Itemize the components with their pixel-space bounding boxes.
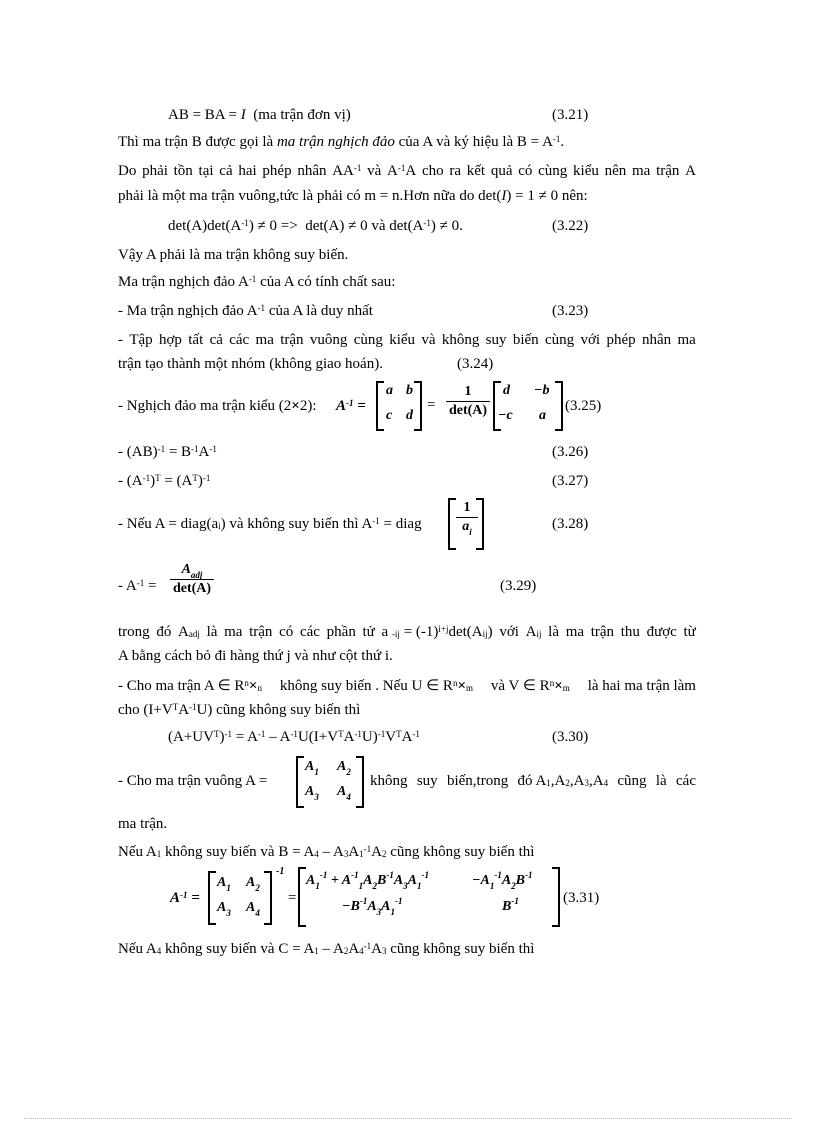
paragraph-line-22: ma trận. (118, 816, 168, 832)
equation-3-22: $\det(A)\det(A^{-1}) \ne 0 => \det(A) \ne 0$ và $\det(A^{-1}) \ne 0$. (168, 218, 463, 234)
eq-number-3-30: (3.30) (552, 729, 589, 745)
fraction-adj-over-det: $A_{adj}$ det(A) (170, 562, 214, 597)
paragraph-line-18: - Cho ma trận A ∈ $R^n\times_n$ không suy biến . Nếu U ∈ $R^n\times_m$ và V ∈ $R^n\times_m$ là hai ma trận làm (118, 678, 696, 694)
paragraph-line-23: Nếu $A_1$ không suy biến và $B = A_4 - A_3A_1^{-1}A_2$ cũng không suy biến thì (118, 844, 535, 860)
paragraph-line-19: cho $(I+V^TA^{-1}U)$ cũng không suy biến thì (118, 702, 361, 718)
eq-number-3-28: (3.28) (552, 516, 589, 532)
eq-number-3-26: (3.26) (552, 444, 589, 460)
paragraph-line-7: Ma trận nghịch đảo $A^{-1}$ của A có tính chất sau: (118, 274, 396, 290)
equation-3-30: $(A+UV^T)^{-1} = A^{-1} - A^{-1}U(I+V^TA^{-1}U)^{-1}V^TA^{-1}$ (168, 729, 420, 745)
eq-number-3-21: (3.21) (552, 107, 589, 123)
eq-number-3-31: (3.31) (563, 890, 600, 906)
eq-number-3-27: (3.27) (552, 473, 589, 489)
eq-number-3-22: (3.22) (552, 218, 589, 234)
property-3-24-line2: trận tạo thành một nhóm (không giao hoán). (118, 356, 383, 372)
block-inverse-lhs: $A^{-1}$ = (170, 890, 200, 906)
paragraph-line-17: A bằng cách bỏ đi hàng thứ j và như cột thứ i. (118, 648, 393, 664)
property-3-28: - Nếu $A = diag(a_i)$ và không suy biến thì $A^{-1}$ = diag (118, 516, 422, 532)
definition-line: Thì ma trận B được gọi là ma trận nghịch đảo của A và ký hiệu là $B = A^{-1}$. (118, 134, 565, 150)
page-bottom-dotted-rule (24, 1118, 792, 1119)
block-matrix-desc: không suy biến,trong đó $A_1,A_2,A_3,A_4$ cũng là các (370, 773, 696, 789)
eq-number-3-25: (3.25) (565, 398, 602, 414)
property-3-24-line1: - Tập hợp tất cả các ma trận vuông cùng kiểu và không suy biến cùng với phép nhân ma (118, 332, 696, 348)
inverse-lhs: $A^{-1}$ = (336, 398, 366, 414)
paragraph-line-3: Do phải tồn tại cả hai phép nhân $AA^{-1}$ và $A^{-1}A$ cho ra kết quả có cùng kiểu nên ma trận A (118, 163, 696, 179)
eq-number-3-23: (3.23) (552, 303, 589, 319)
property-3-23: - Ma trận nghịch đảo $A^{-1}$ của A là duy nhất (118, 303, 373, 319)
fraction-1-over-det: 1 det(A) (446, 384, 490, 419)
property-3-27: - $(A^{-1})^T = (A^T)^{-1}$ (118, 473, 211, 489)
eq-number-3-29: (3.29) (500, 578, 537, 594)
paragraph-line-25: Nếu $A_4$ không suy biến và $C = A_1 - A_2A_4^{-1}A_3$ cũng không suy biến thì (118, 941, 535, 957)
equation-3-21: AB = BA = I (ma trận đơn vị) (168, 107, 351, 123)
paragraph-line-4: phải là một ma trận vuông,tức là phải có m = n.Hơn nữa do det(I) = 1 ≠ 0 nên: (118, 188, 588, 204)
property-3-26: - $(AB)^{-1} = B^{-1}A^{-1}$ (118, 444, 217, 460)
eq-number-3-24: (3.24) (457, 356, 494, 372)
paragraph-line-6: Vậy A phải là ma trận không suy biến. (118, 247, 349, 263)
block-matrix-intro: - Cho ma trận vuông A = (118, 773, 268, 789)
paragraph-line-16: trong đó $A_{adj}$ là ma trận có các phần tử a $_{-ij} = (-1)^{i+j}\det(A_{ij})$ với $A_{ij}$ là ma trận thu được từ (118, 624, 696, 640)
property-3-29-lhs: - $A^{-1}$ = (118, 578, 157, 594)
property-3-25-label: - Nghịch đảo ma trận kiểu (2×2): (118, 398, 317, 414)
